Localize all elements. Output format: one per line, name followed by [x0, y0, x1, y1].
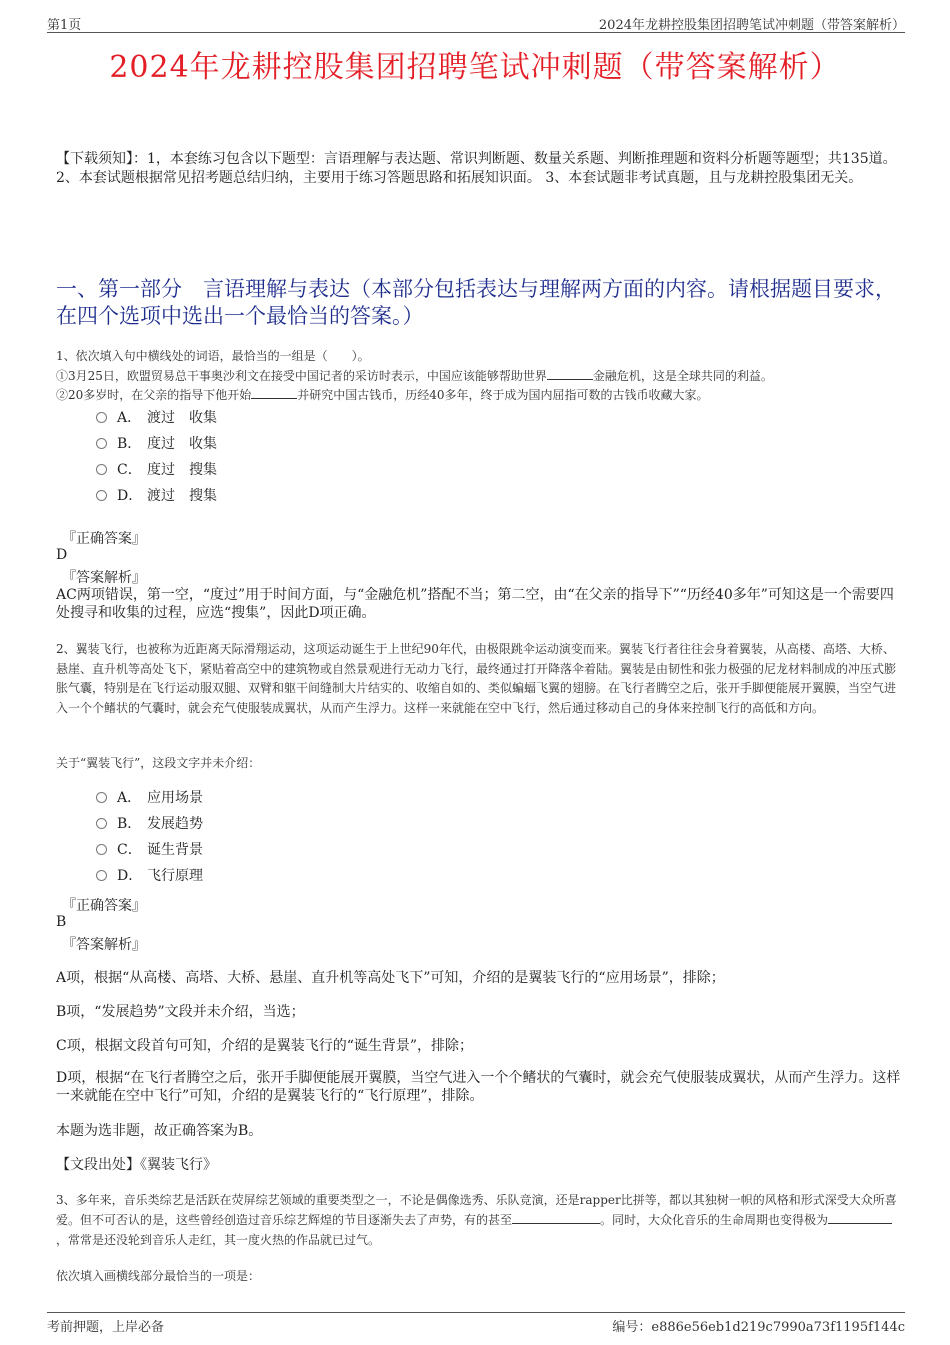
q2-passage: 2、翼装飞行，也被称为近距离天际滑翔运动，这项运动诞生于上世纪90年代，由极限跳伞运动演变而来。翼装飞行者往往会身着翼装，从高楼、高塔、大桥、悬崖、直升机等高处飞下，紧贴着高空中的建筑物或自然景观进行无动力飞行，最终通过打开降落伞着陆。翼装是由韧性和张力极强的尼龙材料制成的冲压式膨胀气囊，特别是在飞行运动服双腿、双臂和躯干间缝制大片结实的、收缩自如的、类似蝙蝠飞翼的翅膀。在飞行者腾空之后，张开手脚便能展开翼膜，当空气进入一个个鳍状的气囊时，就会充气使服装成翼状，从而产生浮力。这样一来就能在空中飞行，然后通过移动自己的身体来控制飞行的高低和方向。 — [56, 642, 897, 715]
q1-sentence-2 — [56, 386, 901, 404]
q1-s2-part-a: ②20多岁时，在父亲的指导下他开始 — [56, 388, 252, 402]
q3-part-b: 。同时，大众化音乐的生命周期也变得极为 — [600, 1213, 829, 1227]
radio-icon[interactable] — [96, 464, 107, 475]
radio-icon[interactable] — [96, 870, 107, 881]
q1-answer-label: 『正确答案』 — [62, 531, 146, 547]
q2-source: 【文段出处】《翼装飞行》 — [56, 1157, 217, 1173]
q1-option-b[interactable]: B． 度过 收集 — [96, 434, 217, 454]
q1-stem: 1、依次填入句中横线处的词语，最恰当的一组是（ ）。 — [56, 349, 370, 363]
q2-analysis-label: 『答案解析』 — [62, 937, 146, 953]
q3-blank-1 — [512, 1211, 600, 1224]
code-value: e886e56eb1d219c7990a73f1195f144c — [651, 1320, 905, 1335]
q3-part-c: ，常常是还没轮到音乐人走红，其一度火热的作品就已过气。 — [56, 1233, 381, 1247]
footer-slogan: 考前押题，上岸必备 — [47, 1320, 165, 1335]
q1-option-c[interactable]: C． 度过 搜集 — [96, 460, 217, 480]
q2-analysis-c: C项，根据文段首句可知，介绍的是翼装飞行的“诞生背景”，排除； — [56, 1038, 474, 1054]
q1-s2-part-b: 并研究中国古钱币，历经40多年，终于成为国内屈指可数的古钱币收藏大家。 — [297, 388, 709, 402]
radio-icon[interactable] — [96, 818, 107, 829]
q1-s1-part-a: ①3月25日，欧盟贸易总干事奥沙利文在接受中国记者的采访时表示，中国应该能够帮助世界 — [56, 369, 547, 383]
document-title: 2024年龙耕控股集团招聘笔试冲刺题（带答案解析） — [109, 50, 841, 85]
q1-blank-2 — [251, 386, 297, 399]
q1-option-a[interactable]: A． 渡过 收集 — [96, 408, 217, 428]
q2-option-b[interactable]: B． 发展趋势 — [96, 814, 203, 834]
q1-answer: D — [56, 547, 68, 563]
q1-analysis-label: 『答案解析』 — [62, 570, 146, 586]
q3-blank-2 — [828, 1211, 892, 1224]
q3-question: 依次填入画横线部分最恰当的一项是： — [56, 1269, 261, 1283]
section-heading: 一、第一部分 言语理解与表达（本部分包括表达与理解两方面的内容。请根据题目要求，在四个选项中选出一个最恰当的答案。） — [56, 277, 896, 328]
q2-analysis-a: A项，根据“从高楼、高塔、大桥、悬崖、直升机等高处飞下”可知，介绍的是翼装飞行的“应用场景”，排除； — [56, 970, 725, 986]
download-notice: 【下载须知】：1，本套练习包含以下题型：言语理解与表达题、常识判断题、数量关系题、判断推理题和资料分析题等题型；共135道。 2、本套试题根据常见招考题总结归纳，主要用于练习答题思路和拓展知识面。 3、本套试题非考试真题，且与龙耕控股集团无关。 — [56, 151, 897, 186]
radio-icon[interactable] — [96, 844, 107, 855]
header-doc-title: 2024年龙耕控股集团招聘笔试冲刺题（带答案解析） — [598, 18, 905, 33]
q2-answer: B — [56, 914, 67, 930]
page-footer — [47, 1312, 905, 1335]
q1-sentence-1 — [56, 367, 901, 385]
radio-icon[interactable] — [96, 412, 107, 423]
radio-icon[interactable] — [96, 792, 107, 803]
q2-option-a[interactable]: A． 应用场景 — [96, 788, 203, 808]
q2-answer-label: 『正确答案』 — [62, 898, 146, 914]
q1-blank-1 — [547, 367, 593, 380]
page-header — [47, 12, 905, 33]
q3-part-a: 3、多年来，音乐类综艺是活跃在荧屏综艺领域的重要类型之一，不论是偶像选秀、乐队竞演，还是rapper比拼等，都以其独树一帜的风格和形式深受大众所喜爱。但不可否认的是，这些曾经创造过音乐综艺辉煌的节目逐渐失去了声势，有的甚至 — [56, 1193, 897, 1227]
q1-analysis: AC两项错误，第一空，“度过”用于时间方面，与“金融危机”搭配不当；第二空，由“在父亲的指导下”“历经40多年”可知这是一个需要四处搜寻和收集的过程，应选“搜集”，因此D项正确。 — [56, 587, 894, 621]
q2-option-d[interactable]: D． 飞行原理 — [96, 866, 203, 886]
q2-question: 关于“翼装飞行”，这段文字并未介绍： — [56, 756, 261, 770]
q1-s1-part-b: 金融危机，这是全球共同的利益。 — [592, 369, 773, 383]
q1-option-d[interactable]: D． 渡过 搜集 — [96, 486, 217, 506]
radio-icon[interactable] — [96, 438, 107, 449]
radio-icon[interactable] — [96, 490, 107, 501]
q2-option-c[interactable]: C． 诞生背景 — [96, 840, 203, 860]
page-number: 第1页 — [47, 18, 82, 33]
document-code — [612, 1316, 905, 1335]
q3-passage — [56, 1190, 901, 1250]
code-label: 编号： — [612, 1320, 652, 1335]
q2-analysis-d: D项，根据“在飞行者腾空之后，张开手脚便能展开翼膜，当空气进入一个个鳍状的气囊时，就会充气使服装成翼状，从而产生浮力。这样一来就能在空中飞行”可知，介绍的是翼装飞行的“飞行原理”，排除。 — [56, 1070, 901, 1104]
q2-conclusion: 本题为选非题，故正确答案为B。 — [56, 1123, 263, 1139]
q2-analysis-b: B项，“发展趋势”文段并未介绍，当选； — [56, 1004, 305, 1020]
